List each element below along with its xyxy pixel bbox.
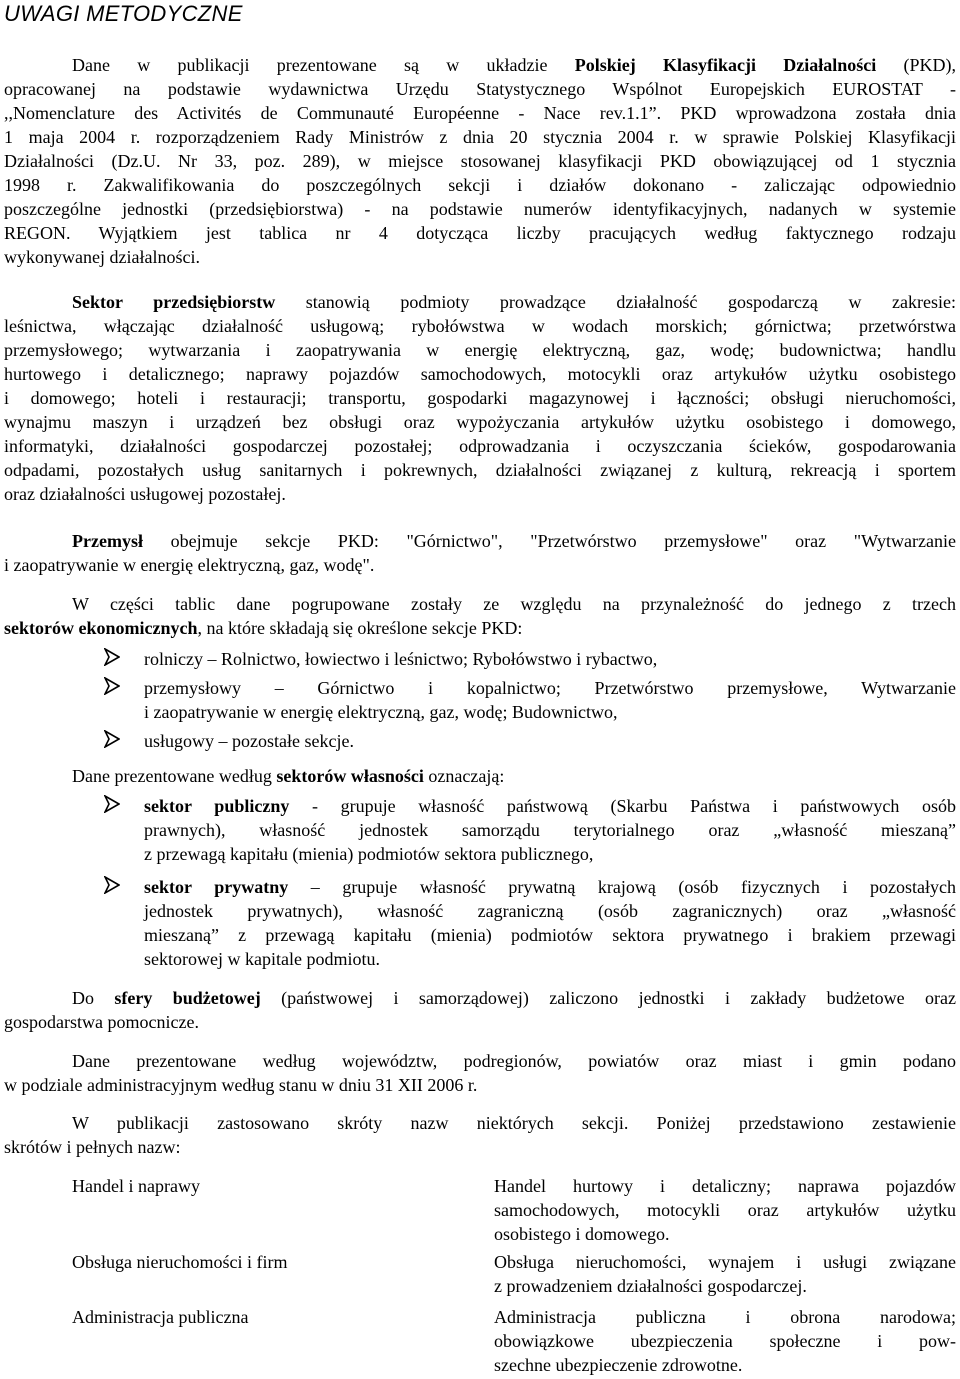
text-line: Dane w publikacji prezentowane są w układzie Polskiej Klasyfikacji Działalności (PKD), [72, 55, 956, 75]
arrowhead-bullet-icon [104, 876, 120, 894]
list-item [104, 794, 956, 875]
arrowhead-bullet-icon [104, 730, 120, 748]
text-line: usługowy – pozostałe sekcje. [144, 731, 354, 751]
text-line: opracowanej na podstawie wydawnictwa Urzędu Statystycznego Wspólnot Europejskich EUROSTAT - [4, 79, 956, 99]
text-line: Przemysł obejmuje sekcje PKD: "Górnictwo", "Przetwórstwo przemysłowe" oraz "Wytwarzanie [72, 531, 956, 551]
list-item [104, 729, 956, 753]
text-line: sektor publiczny - grupuje własność państwową (Skarbu Państwa i państwowych osób [144, 796, 956, 816]
text-line: i zaopatrywanie w energię elektryczną, gaz, wodę". [4, 555, 375, 575]
table-row [72, 1174, 956, 1250]
text-line: i domowego; hoteli i restauracji; transportu, gospodarki magazynowej i łączności; obsługi nieruchomości, [4, 388, 956, 408]
text-line: REGON. Wyjątkiem jest tablica nr 4 dotycząca liczby pracujących według faktycznego rodzaju [4, 223, 956, 243]
text-line: wynajmu maszyn i urządzeń bez obsługi oraz wypożyczania artykułów użytku osobistego i domowego, [4, 412, 956, 432]
text-line: leśnictwa, włączając działalność usługową; rybołówstwa w wodach morskich; górnictwa; przetwórstwa [4, 316, 956, 336]
paragraph-sektor-przedsiebiorstw [4, 290, 956, 506]
text-line: prawnych), własność jednostek samorządu terytorialnego oraz „własność mieszaną” [144, 820, 956, 840]
text-line: Działalności (Dz.U. Nr 33, poz. 289), w miejsce stosowanej klasyfikacji PKD obowiązującej od 1 stycznia [4, 151, 956, 171]
text-line: oraz działalności usługowej pozostałej. [4, 484, 286, 504]
arrowhead-bullet-icon [104, 677, 120, 695]
abbreviation-full: Obsługa nieruchomości, wynajem i usługi związane z prowadzeniem działalności gospodarczej. [494, 1252, 956, 1296]
page-title: UWAGI METODYCZNE [4, 1, 243, 26]
paragraph-sektory-ekonomiczne [4, 592, 956, 640]
abbreviation-full: Handel hurtowy i detaliczny; naprawa pojazdów samochodowych, motocykli oraz artykułów użytku osobistego i domowego. [494, 1176, 956, 1244]
text-line: sektorowej w kapitale podmiotu. [144, 949, 380, 969]
paragraph-skroty [4, 1111, 956, 1159]
table-row [72, 1305, 956, 1377]
text-line: informatyki, działalności gospodarczej pozostałej; odprowadzania i oczyszczania ścieków, gospodarowania [4, 436, 956, 456]
abbreviation-short: Obsługa nieruchomości i firm [72, 1252, 288, 1272]
paragraph-sfera-budzetowa [4, 986, 956, 1034]
text-line: odpadami, pozostałych usług sanitarnych i pokrewnych, działalności związanej z kulturą, rekreacją i sportem [4, 460, 956, 480]
text-line: Dane prezentowane według sektorów własności oznaczają: [72, 766, 505, 786]
text-line: 1 maja 2004 r. rozporządzeniem Rady Ministrów z dnia 20 stycznia 2004 r. w sprawie Polskiej Klasyfikacji [4, 127, 956, 147]
abbreviation-short: Handel i naprawy [72, 1176, 200, 1196]
sector-list [104, 647, 956, 753]
text-line: Do sfery budżetowej (państwowej i samorządowej) zaliczono jednostki i zakłady budżetowe oraz [72, 988, 957, 1008]
text-line: skrótów i pełnych nazw: [4, 1137, 181, 1157]
text-line: poszczególne jednostki (przedsiębiorstwa) - na podstawie numerów identyfikacyjnych, nadanych w systemie [4, 199, 956, 219]
abbreviation-short: Administracja publiczna [72, 1307, 249, 1327]
text-line: i zaopatrywanie w energię elektryczną, gaz, wodę; Budownictwo, [144, 702, 618, 722]
list-item [104, 676, 956, 729]
paragraph-pkd [4, 53, 956, 269]
text-line: rolniczy – Rolnictwo, łowiectwo i leśnictwo; Rybołówstwo i rybactwo, [144, 649, 658, 669]
text-line: ,,Nomenclature des Activités de Communauté Européenne - Nace rev.1.1”. PKD wprowadzona została dnia [4, 103, 956, 123]
abbreviation-full: Administracja publiczna i obrona narodowa; obowiązkowe ubezpieczenia społeczne i pow- szechne ubezpieczenie zdrowotne. [494, 1307, 956, 1375]
paragraph-podzial-administracyjny [4, 1049, 956, 1097]
text-line: przemysłowy – Górnictwo i kopalnictwo; Przetwórstwo przemysłowe, Wytwarzanie [144, 678, 956, 698]
paragraph-przemysl [4, 529, 956, 577]
list-item [104, 875, 956, 973]
text-line: przemysłowego; wytwarzania i zaopatrywania w energię elektryczną, gaz, wodę; budownictwa; handlu [4, 340, 956, 360]
text-line: hurtowego i detalicznego; naprawy pojazdów samochodowych, motocykli oraz artykułów użytku osobistego [4, 364, 956, 384]
arrowhead-bullet-icon [104, 648, 120, 666]
text-line: sektor prywatny – grupuje własność prywatną krajową (osób fizycznych i pozostałych [144, 877, 956, 897]
text-line: wykonywanej działalności. [4, 247, 200, 267]
list-item [104, 647, 956, 676]
text-line: 1998 r. Zakwalifikowania do poszczególnych sekcji i działów dokonano - zaliczając odpowiednio [4, 175, 956, 195]
text-line: Sektor przedsiębiorstw stanowią podmioty prowadzące działalność gospodarczą w zakresie: [72, 292, 956, 312]
text-line: gospodarstwa pomocnicze. [4, 1012, 199, 1032]
text-line: mieszaną” z przewagą kapitału (mienia) podmiotów sektora prywatnego i brakiem przewagi [144, 925, 956, 945]
text-line: W publikacji zastosowano skróty nazw niektórych sekcji. Poniżej przedstawiono zestawienie [72, 1113, 956, 1133]
arrowhead-bullet-icon [104, 795, 120, 813]
text-line: Dane prezentowane według województw, podregionów, powiatów oraz miast i gmin podano [72, 1051, 956, 1071]
table-row [72, 1250, 956, 1305]
abbreviations-table [72, 1174, 956, 1377]
text-line: W części tablic dane pogrupowane zostały ze względu na przynależność do jednego z trzech [72, 594, 956, 614]
paragraph-sektory-wlasnosci [4, 764, 956, 788]
text-line: sektorów ekonomicznych, na które składają się określone sekcje PKD: [4, 618, 523, 638]
text-line: jednostek prywatnych), własność zagraniczną (osób zagranicznych) oraz „własność [144, 901, 956, 921]
ownership-list [104, 794, 956, 973]
text-line: z przewagą kapitału (mienia) podmiotów sektora publicznego, [144, 844, 594, 864]
text-line: w podziale administracyjnym według stanu w dniu 31 XII 2006 r. [4, 1075, 478, 1095]
